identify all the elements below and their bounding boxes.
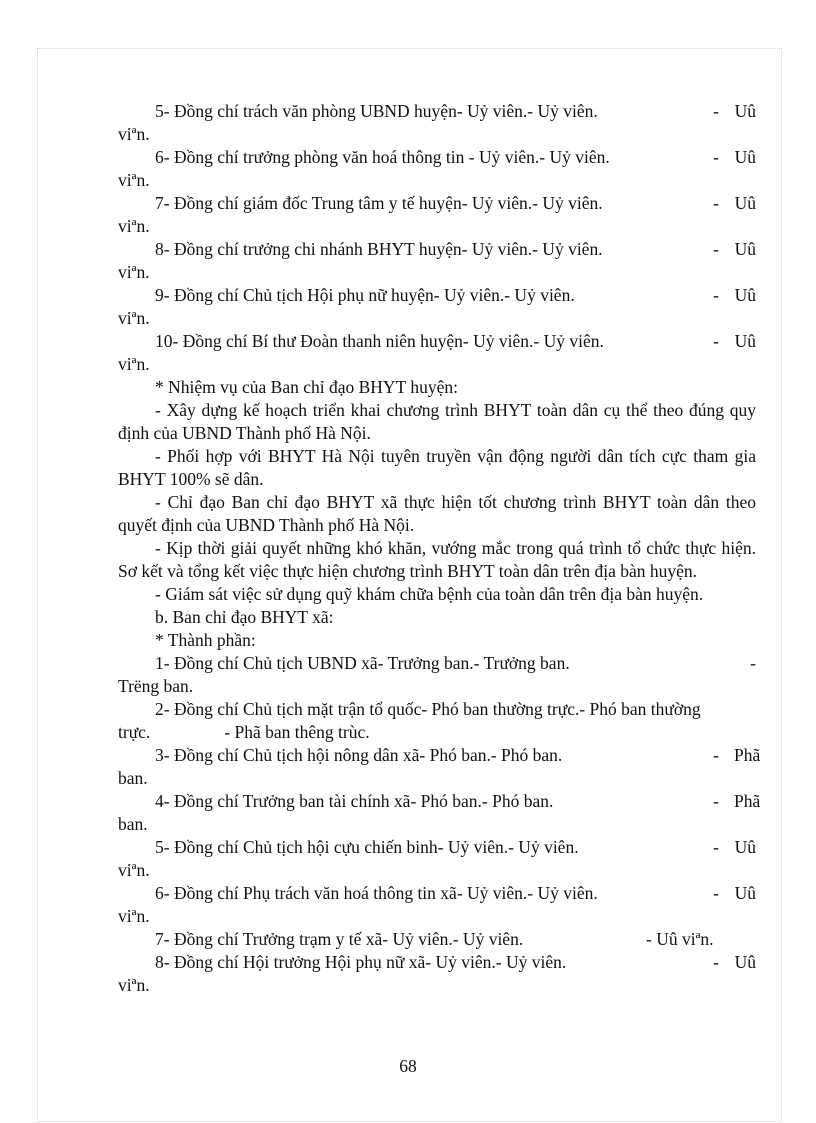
line-tail: Uû [734,147,756,167]
line-tail: - [750,653,756,673]
document-body [118,100,761,997]
line-continuation: viªn. [118,124,150,144]
list-item [118,146,756,192]
duty-paragraph: - Chỉ đạo Ban chỉ đạo BHYT xã thực hiện tốt chương trình BHYT toàn dân theo quyết định của UBND Thành phố Hà Nội. [118,492,756,535]
line-tail: Uû [734,331,756,351]
page-number: 68 [399,1056,417,1076]
line-continuation: viªn. [118,308,150,328]
member-line: 8- Đồng chí trưởng chi nhánh BHYT huyện- Uỷ viên.- Uỷ viên. [155,239,603,259]
dash-mark: - [713,791,719,811]
dash-mark: - [713,952,719,972]
dash-mark: - [713,883,719,903]
continuation-extra: - Phã ban thêng trùc. [224,722,370,742]
duties-list [118,399,756,606]
member-line: 2- Đồng chí Chủ tịch mặt trận tổ quốc- Phó ban thường trực.- Phó ban thường [155,699,701,719]
member-line: 7- Đồng chí giám đốc Trung tâm y tế huyện- Uỷ viên.- Uỷ viên. [155,193,603,213]
list-item [118,744,761,790]
line-tail: Uû [734,285,756,305]
dash-mark: - [713,147,719,167]
line-tail: Uû [734,101,756,121]
line-continuation: viªn. [118,262,150,282]
list-item [118,951,756,997]
line-continuation [118,721,756,744]
section-b-heading: b. Ban chỉ đạo BHYT xã: [155,607,334,627]
dash-mark: - [713,101,719,121]
dash-mark: - [713,745,719,765]
dash-mark: - [713,193,719,213]
list-item [118,284,756,330]
list-item [118,100,756,146]
member-line: 6- Đồng chí Phụ trách văn hoá thông tin xã- Uỷ viên.- Uỷ viên. [155,883,598,903]
line-tail: Uû [734,952,756,972]
commune-member-list [118,652,761,997]
line-continuation: viªn. [118,906,150,926]
list-item [118,882,756,928]
duty-paragraph: - Kịp thời giải quyết những khó khăn, vướng mắc trong quá trình tổ chức thực hiện. Sơ kết và tổng kết việc thực hiện chương trình BHYT toàn dân trên địa bàn huyện. [118,538,756,581]
member-line: 7- Đồng chí Trưởng trạm y tế xã- Uỷ viên.- Uỷ viên. [155,929,524,949]
member-line: 5- Đồng chí Chủ tịch hội cựu chiến binh- Uỷ viên.- Uỷ viên. [155,837,579,857]
member-line: 10- Đồng chí Bí thư Đoàn thanh niên huyện- Uỷ viên.- Uỷ viên. [155,331,604,351]
dash-mark: - [713,331,719,351]
line-tail: - Uû viªn. [646,929,714,949]
duty-paragraph: - Xây dựng kế hoạch triển khai chương trình BHYT toàn dân cụ thể theo đúng quy định của UBND Thành phố Hà Nội. [118,400,756,443]
dash-mark: - [713,239,719,259]
duty-paragraph: - Phối hợp với BHYT Hà Nội tuyên truyền vận động người dân tích cực tham gia BHYT 100% sẽ dân. [118,446,756,489]
line-tail: Uû [734,193,756,213]
line-tail: Uû [734,837,756,857]
member-line: 9- Đồng chí Chủ tịch Hội phụ nữ huyện- Uỷ viên.- Uỷ viên. [155,285,575,305]
line-continuation: viªn. [118,975,150,995]
list-item [118,836,756,882]
member-line: 5- Đồng chí trách văn phòng UBND huyện- Uỷ viên.- Uỷ viên. [155,101,598,121]
line-continuation: viªn. [118,170,150,190]
list-item [118,928,756,951]
list-item [118,790,761,836]
line-continuation: viªn. [118,860,150,880]
line-tail: Uû [734,239,756,259]
list-item [118,192,756,238]
list-item [118,238,756,284]
continuation-text: trực. [118,722,151,742]
list-item [118,698,756,744]
dash-mark: - [713,837,719,857]
list-item [118,330,756,376]
line-continuation: ban. [118,768,148,788]
member-line: 1- Đồng chí Chủ tịch UBND xã- Trưởng ban.- Trưởng ban. [155,653,570,673]
line-continuation: ban. [118,814,148,834]
list-item [118,652,756,698]
district-member-list [118,100,756,376]
duty-paragraph: - Giám sát việc sử dụng quỹ khám chữa bệnh của toàn dân trên địa bàn huyện. [155,584,704,604]
member-line: 3- Đồng chí Chủ tịch hội nông dân xã- Phó ban.- Phó ban. [155,745,563,765]
line-tail: Phã [734,745,761,765]
member-line: 4- Đồng chí Trưởng ban tài chính xã- Phó ban.- Phó ban. [155,791,554,811]
member-line: 8- Đồng chí Hội trưởng Hội phụ nữ xã- Uỷ viên.- Uỷ viên. [155,952,567,972]
line-tail: Phã [734,791,761,811]
member-line: 6- Đồng chí trưởng phòng văn hoá thông tin - Uỷ viên.- Uỷ viên. [155,147,610,167]
dash-mark: - [713,285,719,305]
line-continuation: viªn. [118,216,150,236]
composition-heading: * Thành phần: [155,630,256,650]
duties-heading: * Nhiệm vụ của Ban chỉ đạo BHYT huyện: [155,377,458,397]
line-continuation: Trëng ban. [118,676,194,696]
line-continuation: viªn. [118,354,150,374]
line-tail: Uû [734,883,756,903]
